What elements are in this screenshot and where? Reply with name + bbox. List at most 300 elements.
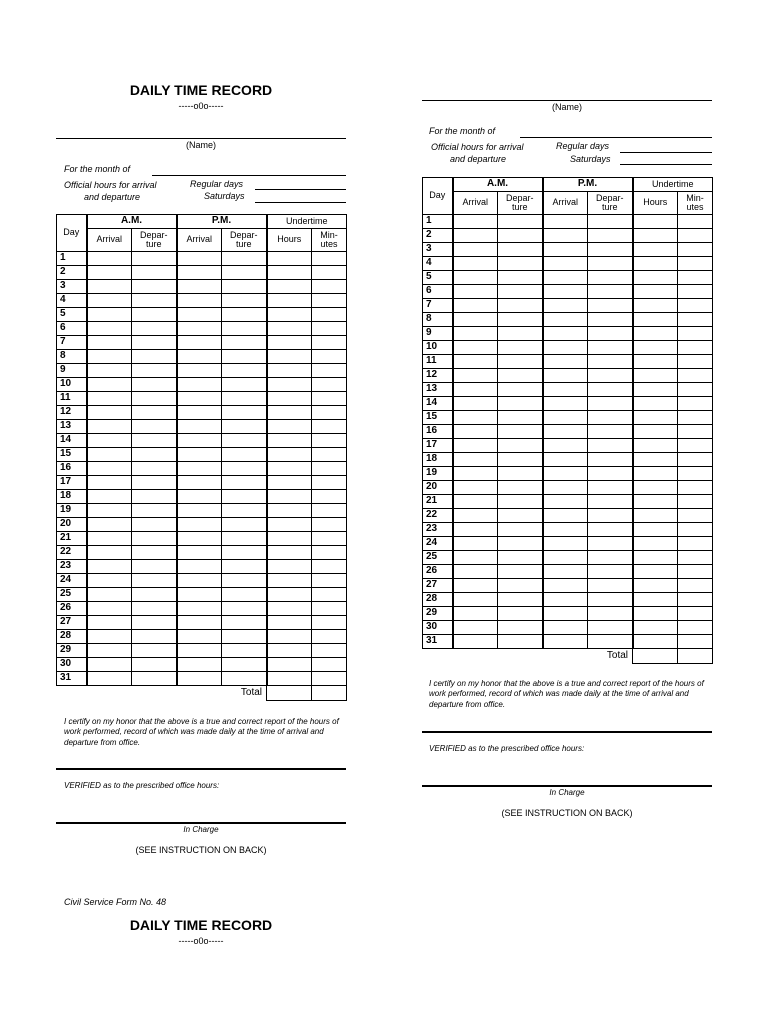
undertime-hours-cell[interactable] — [267, 476, 312, 490]
undertime-hours-cell[interactable] — [633, 341, 678, 355]
am-arrival-cell[interactable] — [453, 299, 498, 313]
am-arrival-cell[interactable] — [453, 495, 498, 509]
pm-departure-cell[interactable] — [222, 532, 267, 546]
am-departure-cell[interactable] — [132, 322, 177, 336]
undertime-minutes-cell[interactable] — [678, 229, 713, 243]
pm-arrival-cell[interactable] — [543, 327, 588, 341]
am-departure-cell[interactable] — [498, 509, 543, 523]
undertime-minutes-cell[interactable] — [312, 406, 347, 420]
undertime-minutes-cell[interactable] — [678, 607, 713, 621]
pm-arrival-cell[interactable] — [543, 453, 588, 467]
undertime-hours-cell[interactable] — [633, 215, 678, 229]
pm-arrival-cell[interactable] — [177, 476, 222, 490]
undertime-minutes-cell[interactable] — [312, 252, 347, 266]
am-departure-cell[interactable] — [498, 537, 543, 551]
pm-departure-cell[interactable] — [588, 523, 633, 537]
undertime-minutes-cell[interactable] — [678, 495, 713, 509]
pm-departure-cell[interactable] — [588, 411, 633, 425]
undertime-minutes-cell[interactable] — [312, 616, 347, 630]
am-arrival-cell[interactable] — [87, 294, 132, 308]
pm-arrival-cell[interactable] — [543, 425, 588, 439]
am-departure-cell[interactable] — [498, 215, 543, 229]
undertime-minutes-cell[interactable] — [312, 280, 347, 294]
undertime-minutes-cell[interactable] — [678, 313, 713, 327]
am-arrival-cell[interactable] — [87, 392, 132, 406]
am-departure-cell[interactable] — [498, 299, 543, 313]
pm-departure-cell[interactable] — [222, 308, 267, 322]
pm-departure-cell[interactable] — [588, 285, 633, 299]
undertime-minutes-cell[interactable] — [312, 476, 347, 490]
undertime-hours-cell[interactable] — [267, 518, 312, 532]
am-departure-cell[interactable] — [498, 327, 543, 341]
am-arrival-cell[interactable] — [87, 322, 132, 336]
pm-arrival-cell[interactable] — [177, 308, 222, 322]
undertime-hours-cell[interactable] — [633, 593, 678, 607]
pm-arrival-cell[interactable] — [543, 215, 588, 229]
am-arrival-cell[interactable] — [453, 551, 498, 565]
pm-departure-cell[interactable] — [588, 341, 633, 355]
pm-arrival-cell[interactable] — [543, 285, 588, 299]
undertime-minutes-cell[interactable] — [312, 490, 347, 504]
pm-departure-cell[interactable] — [222, 616, 267, 630]
am-arrival-cell[interactable] — [87, 532, 132, 546]
pm-departure-cell[interactable] — [588, 495, 633, 509]
am-departure-cell[interactable] — [132, 560, 177, 574]
am-arrival-cell[interactable] — [87, 658, 132, 672]
undertime-hours-cell[interactable] — [267, 490, 312, 504]
pm-arrival-cell[interactable] — [543, 467, 588, 481]
pm-departure-cell[interactable] — [222, 518, 267, 532]
pm-departure-cell[interactable] — [588, 271, 633, 285]
pm-departure-cell[interactable] — [222, 504, 267, 518]
am-arrival-cell[interactable] — [87, 546, 132, 560]
am-departure-cell[interactable] — [498, 411, 543, 425]
am-departure-cell[interactable] — [498, 607, 543, 621]
am-arrival-cell[interactable] — [87, 406, 132, 420]
pm-arrival-cell[interactable] — [177, 588, 222, 602]
undertime-minutes-cell[interactable] — [312, 602, 347, 616]
undertime-hours-cell[interactable] — [633, 607, 678, 621]
pm-arrival-cell[interactable] — [543, 369, 588, 383]
pm-arrival-cell[interactable] — [543, 607, 588, 621]
pm-arrival-cell[interactable] — [543, 243, 588, 257]
undertime-minutes-cell[interactable] — [678, 285, 713, 299]
undertime-minutes-cell[interactable] — [678, 243, 713, 257]
undertime-minutes-cell[interactable] — [312, 462, 347, 476]
am-departure-cell[interactable] — [498, 635, 543, 649]
undertime-minutes-cell[interactable] — [678, 397, 713, 411]
am-arrival-cell[interactable] — [87, 378, 132, 392]
am-arrival-cell[interactable] — [453, 523, 498, 537]
undertime-hours-cell[interactable] — [633, 285, 678, 299]
pm-departure-cell[interactable] — [588, 481, 633, 495]
pm-arrival-cell[interactable] — [177, 406, 222, 420]
am-departure-cell[interactable] — [132, 546, 177, 560]
pm-departure-cell[interactable] — [588, 621, 633, 635]
undertime-minutes-cell[interactable] — [312, 420, 347, 434]
undertime-minutes-cell[interactable] — [678, 257, 713, 271]
undertime-hours-cell[interactable] — [267, 420, 312, 434]
undertime-hours-cell[interactable] — [633, 537, 678, 551]
pm-departure-cell[interactable] — [588, 397, 633, 411]
am-departure-cell[interactable] — [498, 495, 543, 509]
undertime-hours-cell[interactable] — [267, 644, 312, 658]
undertime-minutes-cell[interactable] — [312, 504, 347, 518]
undertime-minutes-cell[interactable] — [678, 439, 713, 453]
undertime-minutes-cell[interactable] — [312, 322, 347, 336]
undertime-minutes-cell[interactable] — [678, 523, 713, 537]
undertime-hours-cell[interactable] — [267, 448, 312, 462]
undertime-hours-cell[interactable] — [267, 434, 312, 448]
am-departure-cell[interactable] — [132, 616, 177, 630]
pm-departure-cell[interactable] — [222, 644, 267, 658]
pm-arrival-cell[interactable] — [177, 280, 222, 294]
pm-arrival-cell[interactable] — [543, 341, 588, 355]
am-arrival-cell[interactable] — [87, 448, 132, 462]
pm-arrival-cell[interactable] — [543, 355, 588, 369]
undertime-hours-cell[interactable] — [267, 336, 312, 350]
am-arrival-cell[interactable] — [87, 476, 132, 490]
am-arrival-cell[interactable] — [453, 257, 498, 271]
undertime-minutes-cell[interactable] — [678, 509, 713, 523]
undertime-minutes-cell[interactable] — [312, 560, 347, 574]
pm-departure-cell[interactable] — [222, 406, 267, 420]
pm-departure-cell[interactable] — [222, 378, 267, 392]
am-arrival-cell[interactable] — [453, 467, 498, 481]
undertime-minutes-cell[interactable] — [678, 565, 713, 579]
am-departure-cell[interactable] — [498, 439, 543, 453]
undertime-minutes-cell[interactable] — [678, 453, 713, 467]
am-arrival-cell[interactable] — [87, 364, 132, 378]
am-departure-cell[interactable] — [498, 523, 543, 537]
undertime-minutes-cell[interactable] — [312, 336, 347, 350]
am-departure-cell[interactable] — [132, 392, 177, 406]
am-arrival-cell[interactable] — [453, 243, 498, 257]
undertime-minutes-cell[interactable] — [312, 518, 347, 532]
undertime-hours-cell[interactable] — [267, 532, 312, 546]
pm-departure-cell[interactable] — [222, 476, 267, 490]
undertime-minutes-cell[interactable] — [312, 658, 347, 672]
pm-departure-cell[interactable] — [222, 658, 267, 672]
undertime-hours-cell[interactable] — [267, 294, 312, 308]
am-arrival-cell[interactable] — [453, 607, 498, 621]
undertime-minutes-cell[interactable] — [312, 434, 347, 448]
undertime-hours-cell[interactable] — [267, 616, 312, 630]
pm-departure-cell[interactable] — [588, 607, 633, 621]
undertime-hours-cell[interactable] — [267, 280, 312, 294]
am-departure-cell[interactable] — [498, 579, 543, 593]
undertime-minutes-cell[interactable] — [678, 621, 713, 635]
pm-arrival-cell[interactable] — [177, 504, 222, 518]
pm-arrival-cell[interactable] — [543, 299, 588, 313]
pm-departure-cell[interactable] — [222, 560, 267, 574]
pm-departure-cell[interactable] — [222, 280, 267, 294]
undertime-minutes-cell[interactable] — [678, 355, 713, 369]
undertime-hours-cell[interactable] — [633, 495, 678, 509]
pm-arrival-cell[interactable] — [543, 551, 588, 565]
pm-arrival-cell[interactable] — [177, 574, 222, 588]
pm-departure-cell[interactable] — [222, 420, 267, 434]
undertime-minutes-cell[interactable] — [678, 369, 713, 383]
pm-arrival-cell[interactable] — [177, 434, 222, 448]
undertime-hours-cell[interactable] — [633, 453, 678, 467]
undertime-minutes-cell[interactable] — [678, 551, 713, 565]
undertime-minutes-cell[interactable] — [678, 481, 713, 495]
pm-departure-cell[interactable] — [222, 364, 267, 378]
am-arrival-cell[interactable] — [453, 579, 498, 593]
pm-departure-cell[interactable] — [222, 574, 267, 588]
pm-arrival-cell[interactable] — [543, 593, 588, 607]
am-departure-cell[interactable] — [132, 280, 177, 294]
pm-departure-cell[interactable] — [222, 630, 267, 644]
pm-departure-cell[interactable] — [588, 579, 633, 593]
pm-arrival-cell[interactable] — [177, 462, 222, 476]
pm-departure-cell[interactable] — [588, 453, 633, 467]
am-arrival-cell[interactable] — [87, 434, 132, 448]
pm-departure-cell[interactable] — [222, 448, 267, 462]
pm-departure-cell[interactable] — [588, 593, 633, 607]
pm-arrival-cell[interactable] — [543, 495, 588, 509]
am-arrival-cell[interactable] — [453, 383, 498, 397]
undertime-hours-cell[interactable] — [267, 406, 312, 420]
pm-arrival-cell[interactable] — [177, 364, 222, 378]
am-departure-cell[interactable] — [498, 285, 543, 299]
undertime-hours-cell[interactable] — [267, 252, 312, 266]
am-departure-cell[interactable] — [498, 453, 543, 467]
am-arrival-cell[interactable] — [453, 509, 498, 523]
am-arrival-cell[interactable] — [87, 504, 132, 518]
pm-arrival-cell[interactable] — [177, 294, 222, 308]
am-departure-cell[interactable] — [132, 336, 177, 350]
undertime-hours-cell[interactable] — [633, 229, 678, 243]
am-departure-cell[interactable] — [132, 308, 177, 322]
am-arrival-cell[interactable] — [453, 313, 498, 327]
am-arrival-cell[interactable] — [453, 369, 498, 383]
am-departure-cell[interactable] — [132, 294, 177, 308]
am-departure-cell[interactable] — [132, 532, 177, 546]
am-arrival-cell[interactable] — [87, 560, 132, 574]
am-arrival-cell[interactable] — [453, 285, 498, 299]
undertime-hours-cell[interactable] — [267, 322, 312, 336]
pm-arrival-cell[interactable] — [543, 635, 588, 649]
undertime-hours-cell[interactable] — [633, 635, 678, 649]
am-arrival-cell[interactable] — [453, 397, 498, 411]
undertime-minutes-cell[interactable] — [312, 574, 347, 588]
undertime-hours-cell[interactable] — [633, 327, 678, 341]
undertime-hours-cell[interactable] — [633, 523, 678, 537]
am-arrival-cell[interactable] — [453, 537, 498, 551]
undertime-hours-cell[interactable] — [633, 481, 678, 495]
am-arrival-cell[interactable] — [87, 672, 132, 686]
undertime-hours-cell[interactable] — [633, 299, 678, 313]
pm-departure-cell[interactable] — [588, 369, 633, 383]
am-departure-cell[interactable] — [132, 490, 177, 504]
am-departure-cell[interactable] — [498, 467, 543, 481]
am-arrival-cell[interactable] — [87, 588, 132, 602]
undertime-minutes-cell[interactable] — [312, 364, 347, 378]
am-arrival-cell[interactable] — [87, 574, 132, 588]
am-departure-cell[interactable] — [132, 476, 177, 490]
undertime-minutes-cell[interactable] — [678, 299, 713, 313]
undertime-hours-cell[interactable] — [633, 271, 678, 285]
pm-departure-cell[interactable] — [588, 537, 633, 551]
pm-arrival-cell[interactable] — [543, 229, 588, 243]
pm-arrival-cell[interactable] — [177, 644, 222, 658]
am-departure-cell[interactable] — [498, 397, 543, 411]
pm-arrival-cell[interactable] — [543, 257, 588, 271]
am-arrival-cell[interactable] — [453, 229, 498, 243]
am-arrival-cell[interactable] — [453, 271, 498, 285]
am-departure-cell[interactable] — [132, 588, 177, 602]
pm-arrival-cell[interactable] — [177, 658, 222, 672]
pm-departure-cell[interactable] — [222, 266, 267, 280]
undertime-hours-cell[interactable] — [633, 579, 678, 593]
am-departure-cell[interactable] — [132, 504, 177, 518]
am-departure-cell[interactable] — [132, 448, 177, 462]
am-departure-cell[interactable] — [498, 229, 543, 243]
undertime-minutes-cell[interactable] — [678, 411, 713, 425]
am-departure-cell[interactable] — [132, 644, 177, 658]
am-departure-cell[interactable] — [498, 565, 543, 579]
pm-departure-cell[interactable] — [222, 350, 267, 364]
undertime-hours-cell[interactable] — [267, 546, 312, 560]
undertime-hours-cell[interactable] — [633, 439, 678, 453]
pm-arrival-cell[interactable] — [543, 523, 588, 537]
pm-arrival-cell[interactable] — [177, 518, 222, 532]
undertime-minutes-cell[interactable] — [312, 630, 347, 644]
undertime-minutes-cell[interactable] — [312, 294, 347, 308]
pm-arrival-cell[interactable] — [543, 621, 588, 635]
pm-arrival-cell[interactable] — [177, 672, 222, 686]
undertime-minutes-cell[interactable] — [312, 644, 347, 658]
am-departure-cell[interactable] — [132, 672, 177, 686]
undertime-hours-cell[interactable] — [633, 383, 678, 397]
pm-arrival-cell[interactable] — [543, 397, 588, 411]
undertime-minutes-cell[interactable] — [678, 383, 713, 397]
pm-arrival-cell[interactable] — [543, 481, 588, 495]
undertime-hours-cell[interactable] — [633, 467, 678, 481]
pm-departure-cell[interactable] — [222, 434, 267, 448]
am-departure-cell[interactable] — [132, 518, 177, 532]
undertime-hours-cell[interactable] — [267, 602, 312, 616]
pm-arrival-cell[interactable] — [543, 313, 588, 327]
am-arrival-cell[interactable] — [87, 644, 132, 658]
undertime-hours-cell[interactable] — [267, 364, 312, 378]
pm-arrival-cell[interactable] — [177, 336, 222, 350]
pm-arrival-cell[interactable] — [543, 383, 588, 397]
pm-departure-cell[interactable] — [588, 355, 633, 369]
pm-arrival-cell[interactable] — [177, 392, 222, 406]
undertime-minutes-cell[interactable] — [678, 537, 713, 551]
pm-arrival-cell[interactable] — [543, 565, 588, 579]
pm-departure-cell[interactable] — [588, 565, 633, 579]
undertime-hours-cell[interactable] — [633, 313, 678, 327]
am-departure-cell[interactable] — [498, 271, 543, 285]
undertime-minutes-cell[interactable] — [312, 378, 347, 392]
pm-arrival-cell[interactable] — [543, 411, 588, 425]
pm-arrival-cell[interactable] — [177, 420, 222, 434]
pm-departure-cell[interactable] — [588, 509, 633, 523]
pm-departure-cell[interactable] — [222, 588, 267, 602]
pm-arrival-cell[interactable] — [177, 616, 222, 630]
undertime-minutes-cell[interactable] — [312, 392, 347, 406]
am-arrival-cell[interactable] — [87, 490, 132, 504]
pm-departure-cell[interactable] — [588, 257, 633, 271]
undertime-minutes-cell[interactable] — [312, 588, 347, 602]
pm-departure-cell[interactable] — [588, 215, 633, 229]
pm-departure-cell[interactable] — [588, 635, 633, 649]
undertime-hours-cell[interactable] — [267, 378, 312, 392]
pm-arrival-cell[interactable] — [177, 378, 222, 392]
am-departure-cell[interactable] — [498, 341, 543, 355]
undertime-hours-cell[interactable] — [267, 350, 312, 364]
undertime-hours-cell[interactable] — [267, 504, 312, 518]
undertime-hours-cell[interactable] — [267, 658, 312, 672]
undertime-hours-cell[interactable] — [633, 257, 678, 271]
am-arrival-cell[interactable] — [87, 630, 132, 644]
pm-arrival-cell[interactable] — [177, 532, 222, 546]
am-arrival-cell[interactable] — [87, 308, 132, 322]
am-departure-cell[interactable] — [498, 593, 543, 607]
am-departure-cell[interactable] — [498, 355, 543, 369]
pm-arrival-cell[interactable] — [543, 439, 588, 453]
undertime-hours-cell[interactable] — [267, 672, 312, 686]
am-departure-cell[interactable] — [132, 266, 177, 280]
am-departure-cell[interactable] — [132, 658, 177, 672]
undertime-minutes-cell[interactable] — [678, 271, 713, 285]
am-departure-cell[interactable] — [132, 378, 177, 392]
undertime-minutes-cell[interactable] — [312, 532, 347, 546]
am-departure-cell[interactable] — [132, 350, 177, 364]
am-arrival-cell[interactable] — [87, 336, 132, 350]
pm-arrival-cell[interactable] — [177, 490, 222, 504]
pm-departure-cell[interactable] — [222, 336, 267, 350]
pm-arrival-cell[interactable] — [177, 252, 222, 266]
undertime-hours-cell[interactable] — [633, 509, 678, 523]
undertime-hours-cell[interactable] — [267, 588, 312, 602]
am-arrival-cell[interactable] — [453, 481, 498, 495]
undertime-hours-cell[interactable] — [267, 574, 312, 588]
pm-departure-cell[interactable] — [588, 383, 633, 397]
undertime-hours-cell[interactable] — [267, 560, 312, 574]
undertime-minutes-cell[interactable] — [312, 672, 347, 686]
am-arrival-cell[interactable] — [453, 565, 498, 579]
undertime-minutes-cell[interactable] — [312, 308, 347, 322]
pm-departure-cell[interactable] — [588, 467, 633, 481]
pm-arrival-cell[interactable] — [543, 509, 588, 523]
pm-departure-cell[interactable] — [222, 490, 267, 504]
pm-arrival-cell[interactable] — [177, 350, 222, 364]
undertime-minutes-cell[interactable] — [678, 215, 713, 229]
undertime-minutes-cell[interactable] — [678, 635, 713, 649]
pm-departure-cell[interactable] — [588, 299, 633, 313]
pm-departure-cell[interactable] — [222, 252, 267, 266]
undertime-minutes-cell[interactable] — [312, 546, 347, 560]
am-departure-cell[interactable] — [498, 551, 543, 565]
am-arrival-cell[interactable] — [87, 252, 132, 266]
pm-departure-cell[interactable] — [222, 546, 267, 560]
pm-departure-cell[interactable] — [588, 425, 633, 439]
am-arrival-cell[interactable] — [87, 350, 132, 364]
undertime-hours-cell[interactable] — [633, 397, 678, 411]
pm-arrival-cell[interactable] — [177, 560, 222, 574]
am-departure-cell[interactable] — [132, 574, 177, 588]
am-departure-cell[interactable] — [498, 383, 543, 397]
pm-departure-cell[interactable] — [588, 439, 633, 453]
am-departure-cell[interactable] — [132, 462, 177, 476]
am-arrival-cell[interactable] — [87, 462, 132, 476]
pm-departure-cell[interactable] — [222, 322, 267, 336]
